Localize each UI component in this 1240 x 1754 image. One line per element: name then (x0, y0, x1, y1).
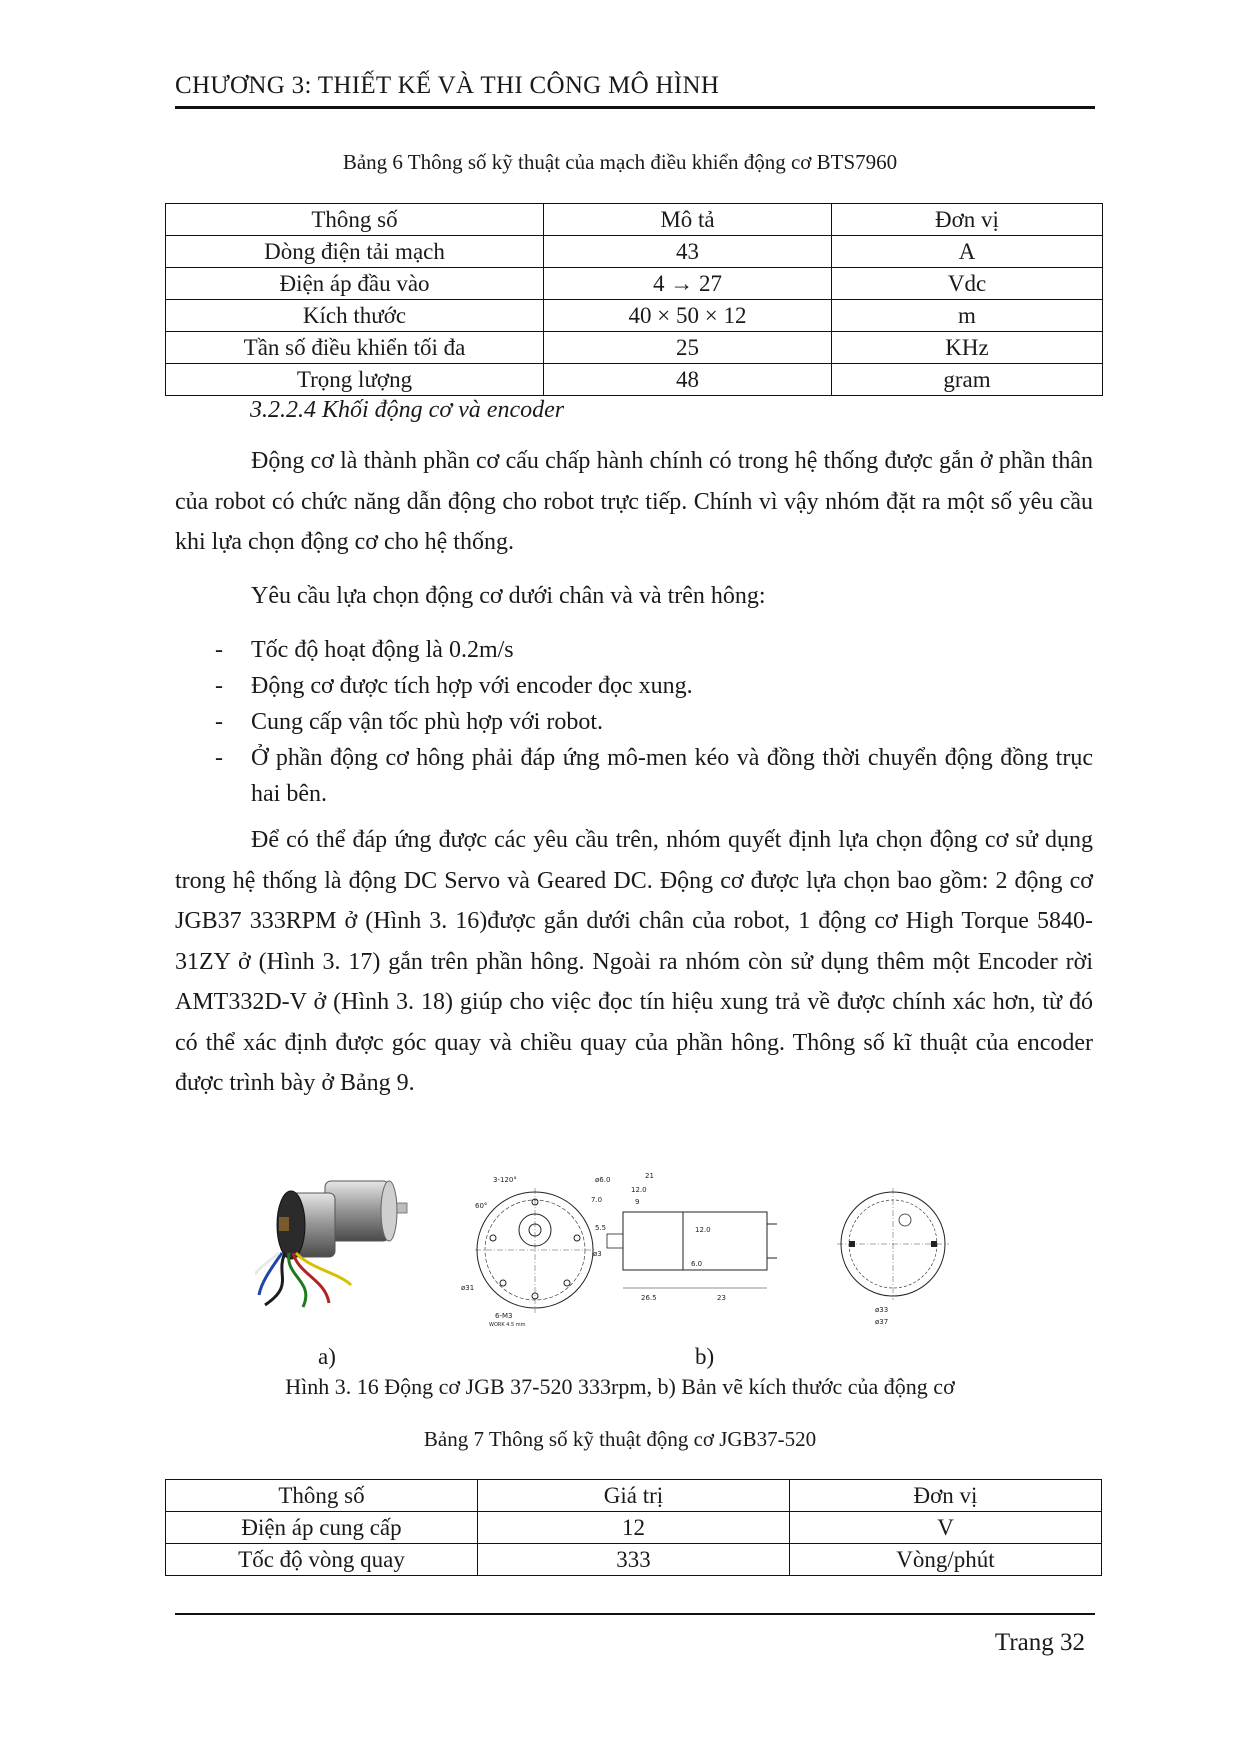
table-row (166, 332, 1103, 364)
dim-label: ø6.0 (595, 1176, 611, 1184)
figure-label-b: b) (695, 1344, 715, 1369)
section-heading: 3.2.2.4 Khối động cơ và encoder (250, 397, 565, 423)
table-cell: 4 → 27 (544, 268, 832, 300)
list-item (175, 632, 1093, 668)
table-cell: 12 (478, 1512, 790, 1544)
dim-label: 23 (717, 1294, 726, 1302)
table-cell: Dòng điện tải mạch (166, 236, 544, 268)
paragraph-1: Động cơ là thành phần cơ cấu chấp hành chính có trong hệ thống được gắn ở phần thân của robot có chức năng dẫn động cho robot trực tiếp. Chính vì vậy nhóm đặt ra một số yêu cầu khi lựa chọn động cơ cho hệ thống. (175, 448, 1093, 555)
page-number: Trang 32 (994, 1629, 1085, 1656)
table-cell: 43 (544, 236, 832, 268)
side-view (593, 1172, 777, 1302)
bullet-dash: - (215, 637, 223, 663)
dim-label: 12.0 (631, 1186, 647, 1194)
table-header-cell: Giá trị (478, 1480, 790, 1512)
table6 (165, 203, 1103, 396)
dim-label: WORK 4.5 mm (489, 1322, 526, 1328)
list-item-text: Cung cấp vận tốc phù hợp với robot. (251, 709, 603, 735)
table-cell: Tốc độ vòng quay (166, 1544, 478, 1576)
chapter-header: CHƯƠNG 3: THIẾT KẾ VÀ THI CÔNG MÔ HÌNH (175, 72, 720, 99)
table-header-cell: Thông số (166, 1480, 478, 1512)
dim-label: 3-120° (493, 1176, 517, 1184)
dim-label: ø3 (593, 1250, 602, 1258)
figure-caption: Hình 3. 16 Động cơ JGB 37-520 333rpm, b) Bản vẽ kích thước của động cơ (285, 1374, 955, 1399)
dim-label: 5.5 (595, 1224, 607, 1232)
table-cell: A (832, 236, 1103, 268)
table-header-cell: Thông số (166, 204, 544, 236)
footer-rule (175, 1613, 1095, 1615)
list-item-text: Tốc độ hoạt động là 0.2m/s (251, 637, 514, 663)
dim-label: 12.0 (695, 1226, 711, 1234)
table-cell: Vòng/phút (790, 1544, 1102, 1576)
table-row (166, 268, 1103, 300)
table-row (166, 1544, 1102, 1576)
motor-photo (255, 1165, 425, 1315)
rear-view (837, 1188, 949, 1326)
table-row (166, 364, 1103, 396)
paragraph-3: Để có thể đáp ứng được các yêu cầu trên, nhóm quyết định lựa chọn động cơ sử dụng trong hệ thống là động DC Servo và Geared DC. Động cơ được lựa chọn bao gồm: 2 động cơ JGB37 333RPM ở (Hình 3. 16)được gắn dưới chân của robot, 1 động cơ High Torque 5840-31ZY ở (Hình 3. 17) gắn trên phần hông. Ngoài ra nhóm còn sử dụng thêm một Encoder rời AMT332D-V ở (Hình 3. 18) giúp cho việc đọc tín hiệu xung trả về được chính xác hơn, từ đó có thể xác định được góc quay và chiều quay của phần hông. Thông số kĩ thuật của encoder được trình bày ở Bảng 9. (175, 827, 1093, 1096)
table-cell: Điện áp cung cấp (166, 1512, 478, 1544)
dim-label: 6-M3 (495, 1312, 513, 1320)
table-row (166, 300, 1103, 332)
dim-label: 60° (475, 1202, 488, 1210)
dim-label: ø33 (875, 1306, 889, 1314)
paragraph-2: Yêu cầu lựa chọn động cơ dưới chân và và trên hông: (251, 583, 766, 609)
table-header-cell: Đơn vị (790, 1480, 1102, 1512)
table-header-cell: Mô tả (544, 204, 832, 236)
table7-caption: Bảng 7 Thông số kỹ thuật động cơ JGB37-520 (423, 1427, 817, 1451)
list-item-text: Ở phần động cơ hông phải đáp ứng mô-men kéo và đồng thời chuyển động đồng trục hai bên. (251, 745, 1093, 807)
table-cell: Trọng lượng (166, 364, 544, 396)
dim-label: 7.0 (591, 1196, 603, 1204)
table-row (166, 1512, 1102, 1544)
dim-label: 21 (645, 1172, 654, 1180)
motor-dimension-drawing (455, 1168, 975, 1336)
table-row (166, 236, 1103, 268)
table-header-row (166, 1480, 1102, 1512)
front-view (461, 1176, 602, 1328)
bullet-dash: - (215, 673, 223, 699)
table-header-cell: Đơn vị (832, 204, 1103, 236)
table-cell: KHz (832, 332, 1103, 364)
table-cell: 40 × 50 × 12 (544, 300, 832, 332)
list-item (175, 704, 1093, 740)
table-cell: Điện áp đầu vào (166, 268, 544, 300)
table-cell: 48 (544, 364, 832, 396)
dim-label: ø37 (875, 1318, 889, 1326)
table-cell: gram (832, 364, 1103, 396)
table-header-row (166, 204, 1103, 236)
table6-caption: Bảng 6 Thông số kỹ thuật của mạch điều khiển động cơ BTS7960 (342, 150, 898, 174)
table-cell: 25 (544, 332, 832, 364)
dim-label: 6.0 (691, 1260, 703, 1268)
list-item (175, 668, 1093, 704)
table-cell: Vdc (832, 268, 1103, 300)
requirements-list (175, 632, 1093, 812)
table-cell: m (832, 300, 1103, 332)
table7 (165, 1479, 1102, 1576)
figure-label-a: a) (318, 1344, 336, 1369)
bullet-dash: - (215, 709, 223, 735)
dim-label: ø31 (461, 1284, 475, 1292)
bullet-dash: - (215, 745, 223, 771)
table-cell: Kích thước (166, 300, 544, 332)
list-item (175, 740, 1093, 812)
list-item-text: Động cơ được tích hợp với encoder đọc xung. (251, 673, 693, 699)
table-cell: V (790, 1512, 1102, 1544)
dim-label: 26.5 (641, 1294, 657, 1302)
table-cell: Tần số điều khiển tối đa (166, 332, 544, 364)
dim-label: 9 (635, 1198, 640, 1206)
table-cell: 333 (478, 1544, 790, 1576)
header-rule (175, 106, 1095, 109)
